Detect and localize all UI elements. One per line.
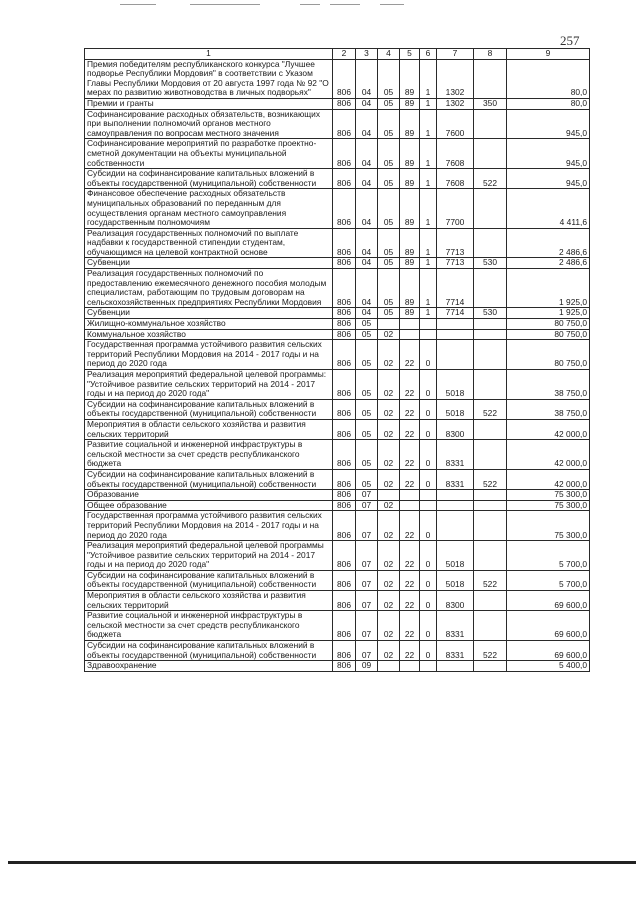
row-name: Жилищно-коммунальное хозяйство	[85, 319, 333, 330]
code-cs2: 1	[420, 59, 437, 98]
code-cs3	[437, 329, 474, 340]
code-ved: 806	[333, 59, 356, 98]
header-cell: 8	[474, 49, 507, 60]
scan-artifact	[190, 4, 260, 5]
code-rz: 04	[356, 98, 378, 109]
code-vr: 522	[474, 570, 507, 590]
code-cs3: 5018	[437, 541, 474, 571]
row-amount: 5 700,0	[507, 570, 590, 590]
code-ved: 806	[333, 189, 356, 228]
row-name: Образование	[85, 490, 333, 501]
code-cs3: 5018	[437, 570, 474, 590]
code-ved: 806	[333, 370, 356, 400]
code-cs3	[437, 500, 474, 511]
code-cs2	[420, 500, 437, 511]
code-cs2	[420, 329, 437, 340]
table-row	[85, 490, 590, 501]
code-cs1: 22	[400, 340, 420, 370]
code-cs2: 0	[420, 611, 437, 641]
code-vr: 522	[474, 641, 507, 661]
code-pr: 05	[378, 228, 400, 258]
code-cs3: 8331	[437, 641, 474, 661]
table-row	[85, 169, 590, 189]
code-rz: 04	[356, 169, 378, 189]
code-cs1: 89	[400, 258, 420, 269]
code-ved: 806	[333, 329, 356, 340]
row-name: Субсидии на софинансирование капитальных вложений в объекты государственной (муниципальной) собственности	[85, 641, 333, 661]
row-name: Реализация мероприятий федеральной целевой программы: "Устойчивое развитие сельских территорий на 2014 - 2017 годы и на период до 2020 года"	[85, 370, 333, 400]
code-cs3	[437, 319, 474, 330]
table-row	[85, 139, 590, 169]
code-pr: 02	[378, 340, 400, 370]
row-name: Субсидии на софинансирование капитальных вложений в объекты государственной (муниципальной) собственности	[85, 570, 333, 590]
table-row	[85, 399, 590, 419]
row-amount: 2 486,6	[507, 258, 590, 269]
code-pr: 02	[378, 611, 400, 641]
code-cs1: 89	[400, 189, 420, 228]
row-amount: 945,0	[507, 109, 590, 139]
code-cs3: 8331	[437, 611, 474, 641]
code-rz: 05	[356, 469, 378, 489]
code-cs3	[437, 490, 474, 501]
code-cs3: 7608	[437, 169, 474, 189]
code-cs2: 0	[420, 641, 437, 661]
code-ved: 806	[333, 139, 356, 169]
code-cs3: 8300	[437, 591, 474, 611]
code-ved: 806	[333, 440, 356, 470]
code-cs3: 5018	[437, 370, 474, 400]
code-cs1: 22	[400, 541, 420, 571]
code-rz: 07	[356, 591, 378, 611]
code-rz: 04	[356, 189, 378, 228]
code-vr	[474, 109, 507, 139]
table-row	[85, 511, 590, 541]
row-amount: 69 600,0	[507, 641, 590, 661]
table-row	[85, 269, 590, 308]
header-row	[85, 49, 590, 60]
row-amount: 75 300,0	[507, 490, 590, 501]
code-rz: 04	[356, 269, 378, 308]
row-name: Софинансирование мероприятий по разработке проектно-сметной документации на объекты муниципальной собственности	[85, 139, 333, 169]
code-rz: 04	[356, 109, 378, 139]
budget-table	[84, 48, 590, 672]
code-vr	[474, 189, 507, 228]
row-amount: 5 700,0	[507, 541, 590, 571]
code-vr	[474, 59, 507, 98]
code-pr: 02	[378, 591, 400, 611]
code-ved: 806	[333, 419, 356, 439]
code-cs2: 1	[420, 228, 437, 258]
code-vr	[474, 419, 507, 439]
code-ved: 806	[333, 511, 356, 541]
code-cs1: 22	[400, 469, 420, 489]
code-cs1	[400, 661, 420, 672]
code-cs1: 22	[400, 440, 420, 470]
row-amount: 80 750,0	[507, 319, 590, 330]
table-row	[85, 541, 590, 571]
table-row	[85, 109, 590, 139]
row-amount: 69 600,0	[507, 591, 590, 611]
code-cs1: 22	[400, 641, 420, 661]
code-ved: 806	[333, 490, 356, 501]
code-cs1	[400, 490, 420, 501]
header-cell: 6	[420, 49, 437, 60]
row-name: Здравоохранение	[85, 661, 333, 672]
row-name: Общее образование	[85, 500, 333, 511]
code-vr: 522	[474, 169, 507, 189]
row-amount: 42 000,0	[507, 469, 590, 489]
header-cell: 7	[437, 49, 474, 60]
code-vr: 522	[474, 399, 507, 419]
row-name: Софинансирование расходных обязательств, возникающих при выполнении полномочий органов местного самоуправления по вопросам местного значения	[85, 109, 333, 139]
code-pr: 05	[378, 258, 400, 269]
code-ved: 806	[333, 258, 356, 269]
row-name: Развитие социальной и инженерной инфраструктуры в сельской местности за счет средств республиканского бюджета	[85, 440, 333, 470]
code-cs2	[420, 661, 437, 672]
table-row	[85, 228, 590, 258]
code-pr: 05	[378, 98, 400, 109]
code-vr	[474, 611, 507, 641]
row-name: Реализация государственных полномочий по предоставлению ежемесячного денежного пособия молодым специалистам, работающим по трудовым договорам на сельскохозяйственных предприятиях Республики Мордовия	[85, 269, 333, 308]
code-cs2	[420, 490, 437, 501]
code-vr: 530	[474, 308, 507, 319]
row-name: Государственная программа устойчивого развития сельских территорий Республики Мордовия на 2014 - 2017 годы и на период до 2020 года	[85, 511, 333, 541]
code-cs2: 1	[420, 98, 437, 109]
code-rz: 07	[356, 511, 378, 541]
code-cs1: 22	[400, 591, 420, 611]
row-name: Реализация мероприятий федеральной целевой программы "Устойчивое развитие сельских территорий на 2014 - 2017 годы и на период до 2020 года"	[85, 541, 333, 571]
code-cs3: 1302	[437, 59, 474, 98]
table-row	[85, 340, 590, 370]
scan-artifact	[300, 4, 320, 5]
code-rz: 05	[356, 319, 378, 330]
code-cs3: 8331	[437, 469, 474, 489]
code-vr	[474, 541, 507, 571]
table-row	[85, 370, 590, 400]
code-cs3: 1302	[437, 98, 474, 109]
header-cell: 1	[85, 49, 333, 60]
code-cs2: 0	[420, 511, 437, 541]
code-rz: 05	[356, 419, 378, 439]
code-cs2: 1	[420, 189, 437, 228]
code-ved: 806	[333, 319, 356, 330]
code-cs1	[400, 500, 420, 511]
row-amount: 2 486,6	[507, 228, 590, 258]
code-cs1: 22	[400, 419, 420, 439]
table-row	[85, 419, 590, 439]
row-name: Коммунальное хозяйство	[85, 329, 333, 340]
code-ved: 806	[333, 469, 356, 489]
code-rz: 07	[356, 500, 378, 511]
code-vr: 522	[474, 469, 507, 489]
code-cs2: 0	[420, 340, 437, 370]
code-pr: 05	[378, 139, 400, 169]
code-cs2: 0	[420, 541, 437, 571]
code-ved: 806	[333, 500, 356, 511]
row-amount: 1 925,0	[507, 308, 590, 319]
code-rz: 07	[356, 570, 378, 590]
table-row	[85, 98, 590, 109]
code-cs1: 89	[400, 139, 420, 169]
code-rz: 04	[356, 139, 378, 169]
code-ved: 806	[333, 661, 356, 672]
row-amount: 5 400,0	[507, 661, 590, 672]
row-name: Субвенции	[85, 258, 333, 269]
header-cell: 9	[507, 49, 590, 60]
row-amount: 80,0	[507, 59, 590, 98]
code-rz: 05	[356, 329, 378, 340]
table-row	[85, 319, 590, 330]
row-amount: 75 300,0	[507, 511, 590, 541]
code-ved: 806	[333, 399, 356, 419]
code-ved: 806	[333, 570, 356, 590]
row-name: Финансовое обеспечение расходных обязательств муниципальных образований по переданным для осуществления органам местного самоуправления государственным полномочиям	[85, 189, 333, 228]
code-ved: 806	[333, 98, 356, 109]
code-pr: 02	[378, 440, 400, 470]
row-name: Субвенции	[85, 308, 333, 319]
code-cs3: 7700	[437, 189, 474, 228]
code-cs3: 7713	[437, 258, 474, 269]
code-pr: 02	[378, 399, 400, 419]
code-pr: 05	[378, 269, 400, 308]
code-vr: 350	[474, 98, 507, 109]
code-cs3	[437, 511, 474, 541]
code-vr	[474, 228, 507, 258]
code-ved: 806	[333, 611, 356, 641]
row-amount: 38 750,0	[507, 399, 590, 419]
code-cs1: 22	[400, 370, 420, 400]
code-cs1: 89	[400, 59, 420, 98]
code-vr	[474, 661, 507, 672]
table-row	[85, 189, 590, 228]
code-cs3: 8331	[437, 440, 474, 470]
code-vr	[474, 340, 507, 370]
code-vr	[474, 490, 507, 501]
row-amount: 80 750,0	[507, 329, 590, 340]
code-vr: 530	[474, 258, 507, 269]
row-amount: 945,0	[507, 169, 590, 189]
code-pr: 02	[378, 641, 400, 661]
code-cs2: 0	[420, 591, 437, 611]
code-rz: 04	[356, 258, 378, 269]
row-name: Мероприятия в области сельского хозяйства и развития сельских территорий	[85, 419, 333, 439]
table-row	[85, 591, 590, 611]
code-vr	[474, 440, 507, 470]
table-row	[85, 440, 590, 470]
code-ved: 806	[333, 169, 356, 189]
code-cs2: 1	[420, 109, 437, 139]
code-cs2: 1	[420, 308, 437, 319]
code-cs3: 7600	[437, 109, 474, 139]
row-name: Премия победителям республиканского конкурса "Лучшее подворье Республики Мордовия" в соответствии с Указом Главы Республики Мордовия от 20 августа 1997 года № 92 "О мерах по развитию животноводства в личных подворьях"	[85, 59, 333, 98]
row-amount: 42 000,0	[507, 440, 590, 470]
code-ved: 806	[333, 541, 356, 571]
scan-artifact	[330, 4, 360, 5]
code-pr: 05	[378, 109, 400, 139]
row-name: Мероприятия в области сельского хозяйства и развития сельских территорий	[85, 591, 333, 611]
row-name: Субсидии на софинансирование капитальных вложений в объекты государственной (муниципальной) собственности	[85, 399, 333, 419]
code-rz: 07	[356, 611, 378, 641]
code-cs1: 89	[400, 98, 420, 109]
code-cs3: 7714	[437, 308, 474, 319]
code-vr	[474, 591, 507, 611]
code-ved: 806	[333, 641, 356, 661]
code-pr: 02	[378, 570, 400, 590]
code-rz: 04	[356, 228, 378, 258]
code-pr: 02	[378, 370, 400, 400]
row-name: Государственная программа устойчивого развития сельских территорий Республики Мордовия на 2014 - 2017 годы и на период до 2020 года	[85, 340, 333, 370]
bottom-rule	[8, 861, 636, 864]
code-pr: 05	[378, 189, 400, 228]
code-ved: 806	[333, 308, 356, 319]
code-cs1: 22	[400, 399, 420, 419]
row-name: Премии и гранты	[85, 98, 333, 109]
code-rz: 07	[356, 541, 378, 571]
code-cs2: 0	[420, 419, 437, 439]
code-cs2: 0	[420, 440, 437, 470]
code-ved: 806	[333, 228, 356, 258]
code-cs2: 0	[420, 399, 437, 419]
code-pr	[378, 319, 400, 330]
code-cs1	[400, 319, 420, 330]
code-rz: 04	[356, 308, 378, 319]
code-cs2: 1	[420, 258, 437, 269]
code-ved: 806	[333, 109, 356, 139]
code-vr	[474, 269, 507, 308]
scan-artifact	[120, 4, 156, 5]
code-pr: 05	[378, 308, 400, 319]
code-pr: 02	[378, 500, 400, 511]
row-name: Реализация государственных полномочий по выплате надбавки к государственной стипендии студентам, обучающимся на целевой контрактной основе	[85, 228, 333, 258]
row-amount: 38 750,0	[507, 370, 590, 400]
table-row	[85, 570, 590, 590]
code-cs1: 89	[400, 308, 420, 319]
code-cs1	[400, 329, 420, 340]
code-cs1: 22	[400, 611, 420, 641]
row-amount: 42 000,0	[507, 419, 590, 439]
code-cs3: 7713	[437, 228, 474, 258]
code-cs3: 5018	[437, 399, 474, 419]
table-row	[85, 59, 590, 98]
code-cs1: 89	[400, 109, 420, 139]
header-cell: 3	[356, 49, 378, 60]
table-row	[85, 611, 590, 641]
code-rz: 09	[356, 661, 378, 672]
row-amount: 80,0	[507, 98, 590, 109]
code-vr	[474, 500, 507, 511]
code-cs3: 7608	[437, 139, 474, 169]
code-cs2: 1	[420, 269, 437, 308]
code-cs1: 22	[400, 511, 420, 541]
code-pr: 02	[378, 469, 400, 489]
table-row	[85, 500, 590, 511]
row-amount: 69 600,0	[507, 611, 590, 641]
header-cell: 5	[400, 49, 420, 60]
code-cs3	[437, 340, 474, 370]
scan-artifact	[380, 4, 404, 5]
code-pr: 05	[378, 169, 400, 189]
code-cs1: 89	[400, 228, 420, 258]
table-row	[85, 661, 590, 672]
code-vr	[474, 511, 507, 541]
code-rz: 04	[356, 59, 378, 98]
table-row	[85, 641, 590, 661]
code-pr	[378, 661, 400, 672]
code-vr	[474, 370, 507, 400]
code-rz: 05	[356, 399, 378, 419]
code-rz: 05	[356, 370, 378, 400]
table-row	[85, 258, 590, 269]
code-pr: 02	[378, 541, 400, 571]
code-cs2: 1	[420, 169, 437, 189]
row-name: Субсидии на софинансирование капитальных вложений в объекты государственной (муниципальной) собственности	[85, 469, 333, 489]
code-ved: 806	[333, 269, 356, 308]
code-ved: 806	[333, 340, 356, 370]
code-ved: 806	[333, 591, 356, 611]
row-amount: 1 925,0	[507, 269, 590, 308]
code-cs2: 1	[420, 139, 437, 169]
code-vr	[474, 329, 507, 340]
header-cell: 2	[333, 49, 356, 60]
code-rz: 07	[356, 641, 378, 661]
row-amount: 80 750,0	[507, 340, 590, 370]
code-cs1: 89	[400, 269, 420, 308]
code-pr: 02	[378, 511, 400, 541]
code-rz: 05	[356, 340, 378, 370]
code-rz: 07	[356, 490, 378, 501]
header-cell: 4	[378, 49, 400, 60]
row-amount: 75 300,0	[507, 500, 590, 511]
table-row	[85, 308, 590, 319]
code-vr	[474, 319, 507, 330]
code-cs1: 89	[400, 169, 420, 189]
table-row	[85, 469, 590, 489]
code-cs3: 7714	[437, 269, 474, 308]
code-cs2	[420, 319, 437, 330]
code-cs3	[437, 661, 474, 672]
code-pr	[378, 490, 400, 501]
page-number: 257	[560, 33, 580, 48]
code-pr: 05	[378, 59, 400, 98]
code-pr: 02	[378, 329, 400, 340]
code-vr	[474, 139, 507, 169]
code-pr: 02	[378, 419, 400, 439]
code-cs3: 8300	[437, 419, 474, 439]
row-name: Развитие социальной и инженерной инфраструктуры в сельской местности за счет средств республиканского бюджета	[85, 611, 333, 641]
row-amount: 4 411,6	[507, 189, 590, 228]
code-rz: 05	[356, 440, 378, 470]
row-amount: 945,0	[507, 139, 590, 169]
code-cs2: 0	[420, 469, 437, 489]
code-cs2: 0	[420, 570, 437, 590]
row-name: Субсидии на софинансирование капитальных вложений в объекты государственной (муниципальной) собственности	[85, 169, 333, 189]
code-cs1: 22	[400, 570, 420, 590]
code-cs2: 0	[420, 370, 437, 400]
table-row	[85, 329, 590, 340]
